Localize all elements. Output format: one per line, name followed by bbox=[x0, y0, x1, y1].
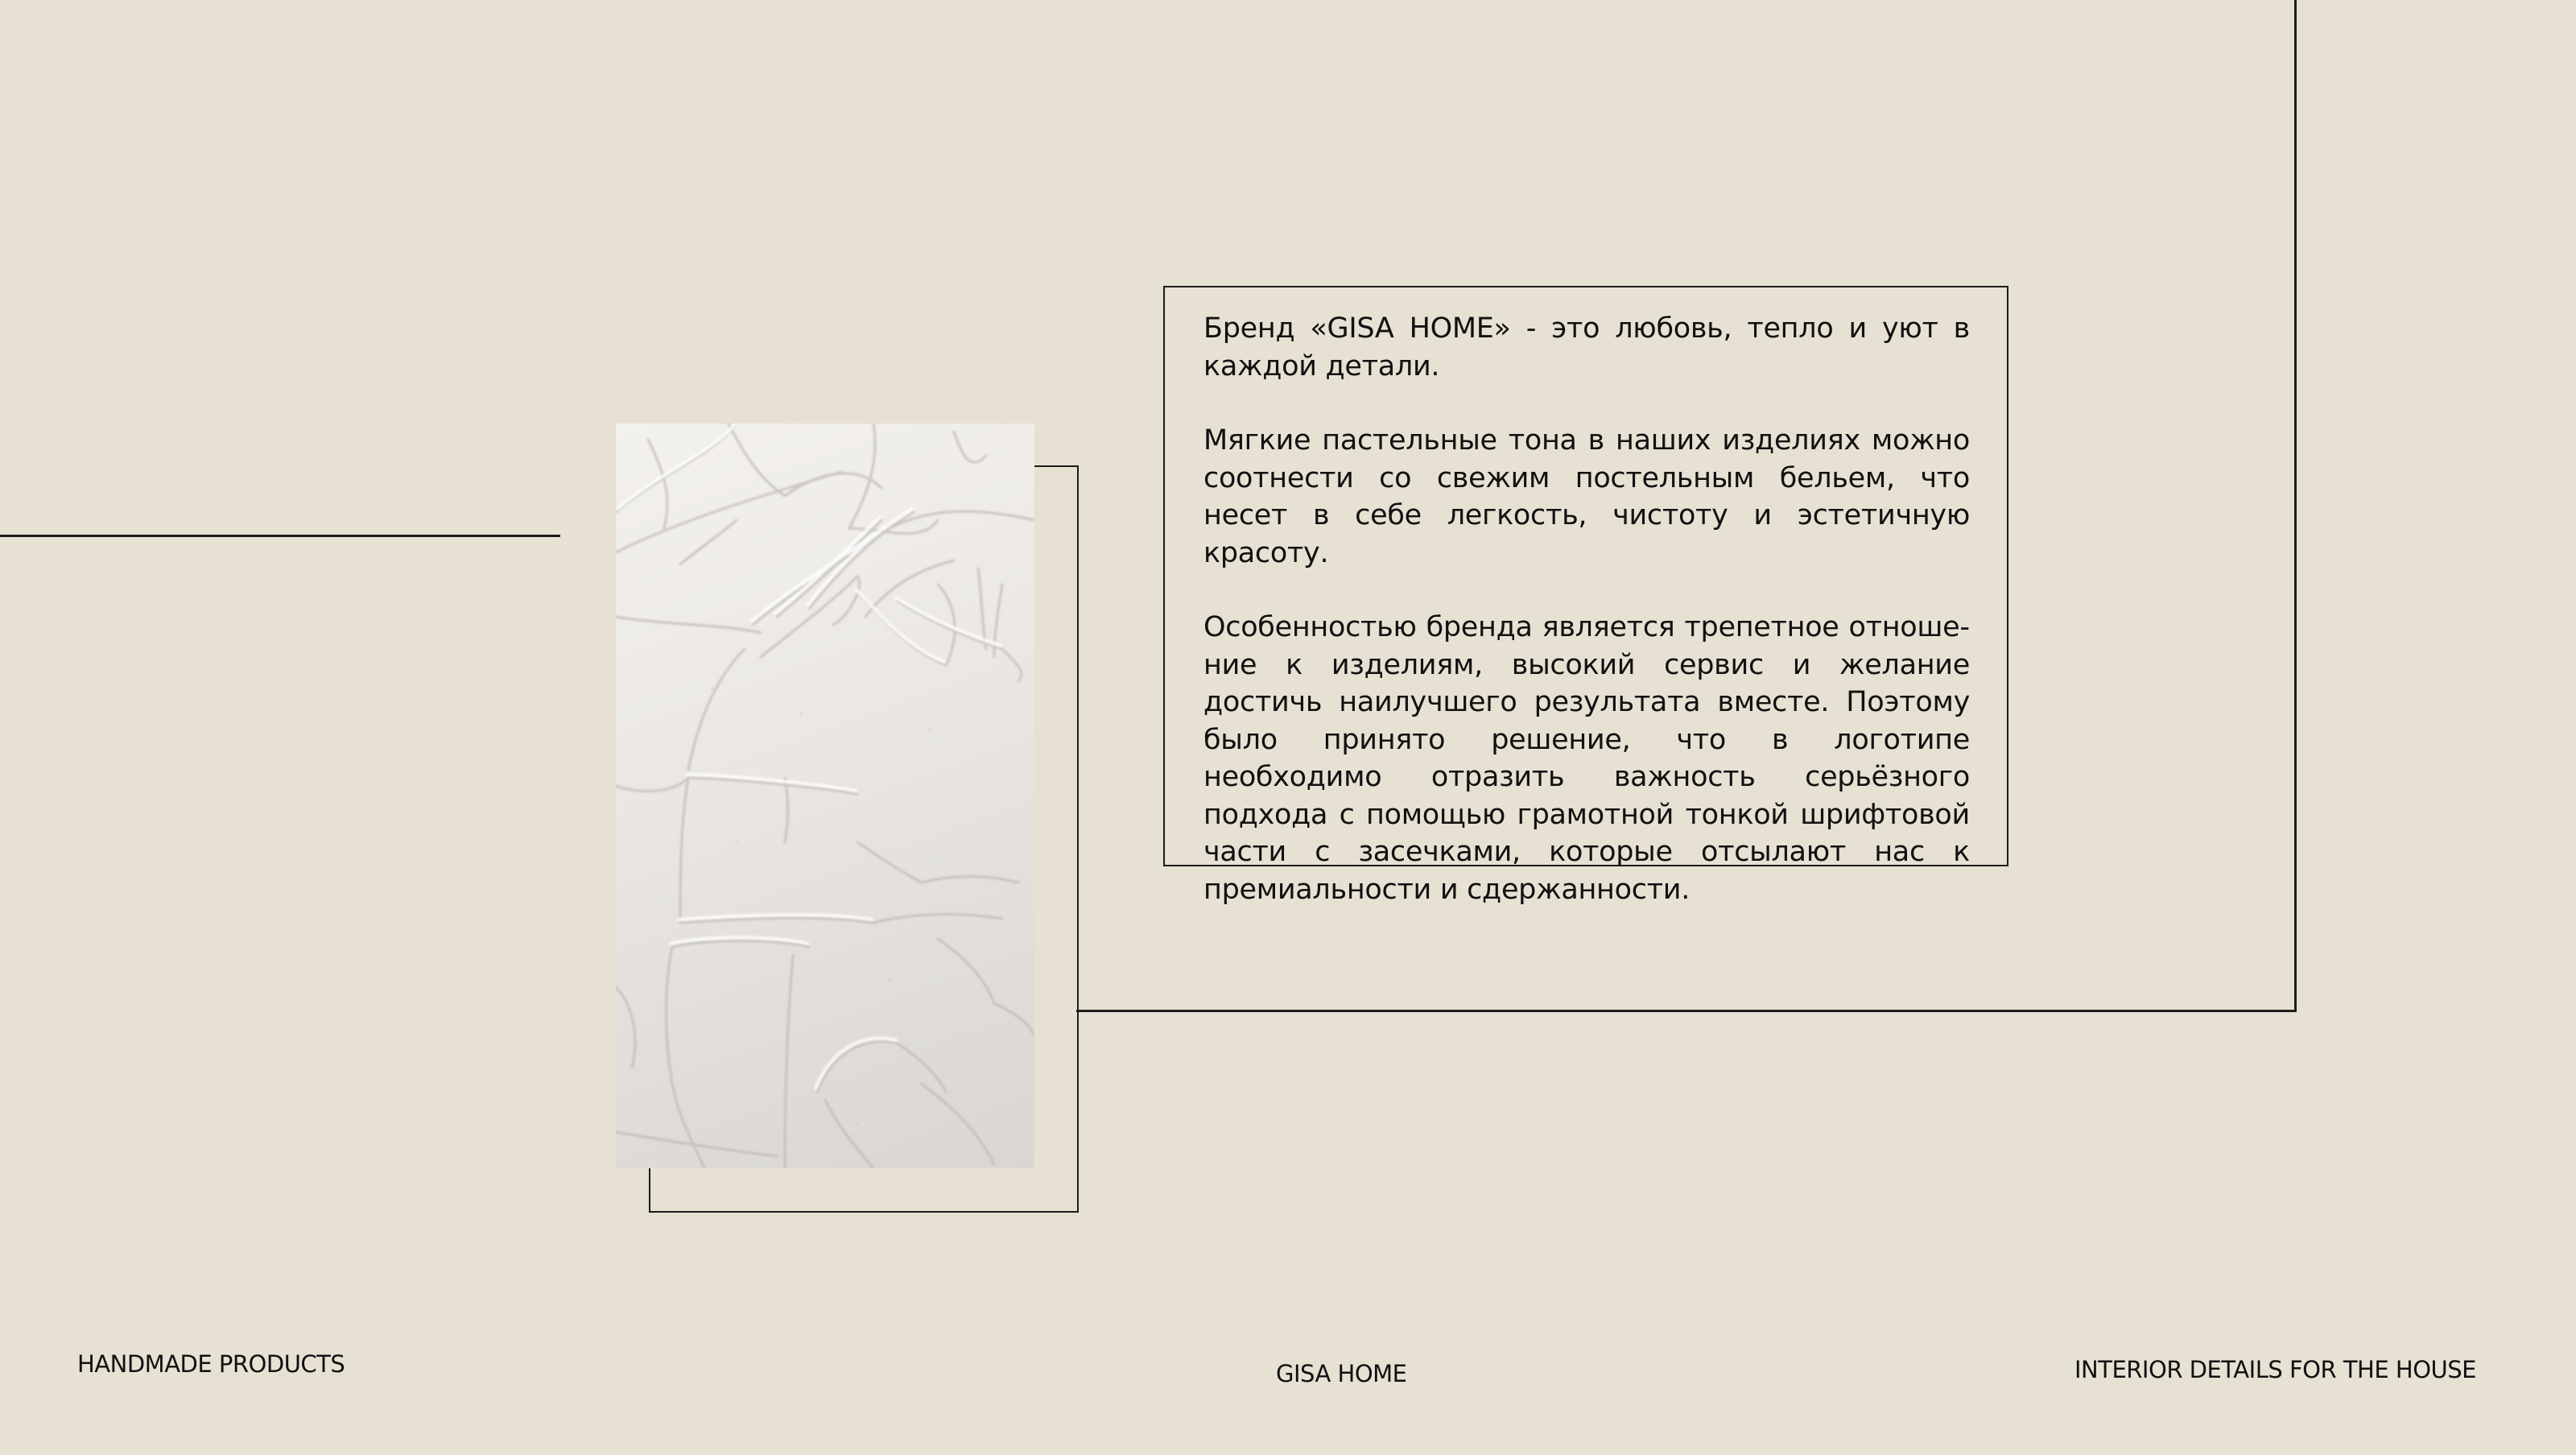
frame-vertical-line bbox=[2294, 0, 2297, 1012]
left-horizontal-rule bbox=[0, 535, 560, 537]
brand-description-box bbox=[1163, 286, 2008, 906]
paragraph-pastel-tones: Мягкие пастельные тона в наших изделиях можно соотнести со свежим постельным бельем, что несет в себе легкость, чистоту и эстетичную красоту. bbox=[1203, 424, 1970, 569]
paragraph-brand-feature: Особенностью бренда является трепетное отношение к изделиям, высокий сервис и желание достичь наилучшего результата вместе. Поэтому было принято решение, что в логотипе необходимо отразить важность серьёзного подхода с помощью грамотной тонкой шрифтовой части с засечками, которые отсылают нас к премиальности и сдержанности. bbox=[1203, 611, 1970, 906]
footer-interior-details: INTERIOR DETAILS FOR THE HOUSE bbox=[2074, 1356, 2476, 1383]
paragraph-brand-intro: Бренд «GISA HOME» - это любовь, тепло и уют в каждой детали. bbox=[1203, 312, 1970, 382]
frame-horizontal-line bbox=[1076, 1010, 2297, 1012]
footer-brand-name: GISA HOME bbox=[1276, 1360, 1407, 1387]
plaster-texture-image bbox=[616, 424, 1034, 1168]
footer-handmade-products: HANDMADE PRODUCTS bbox=[77, 1350, 345, 1378]
texture-image-icon bbox=[616, 424, 1034, 1168]
